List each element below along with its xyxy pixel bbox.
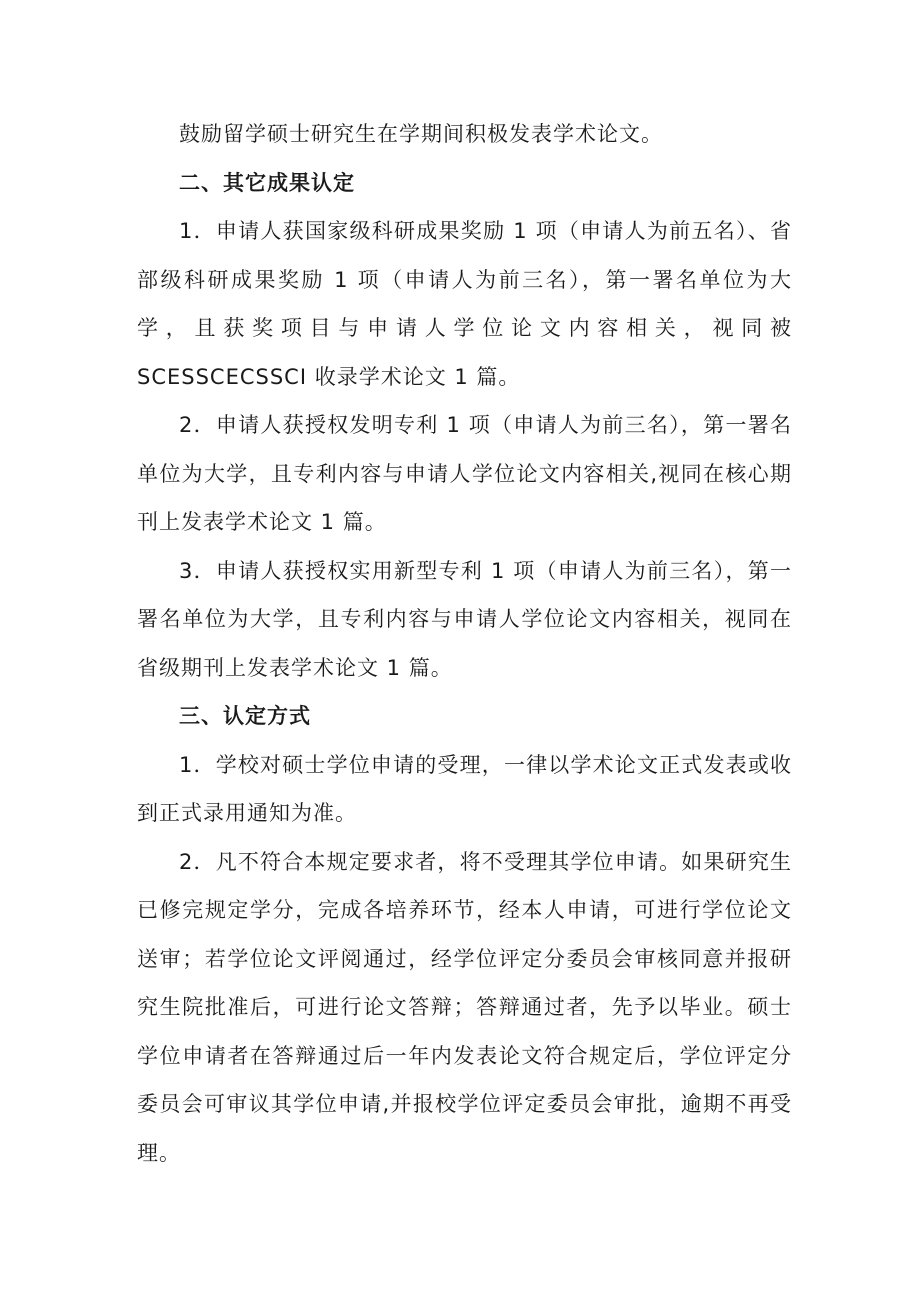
paragraph-intro: 鼓励留学硕士研究生在学期间积极发表学术论文。	[179, 122, 663, 146]
section-heading-recognition-method: 三、认定方式	[179, 704, 311, 728]
section-heading-other-achievements: 二、其它成果认定	[179, 170, 355, 195]
paragraph-utility-patent-item-3: 3．申请人获授权实用新型专利 1 项（申请人为前三名），第一署名单位为大学，且专利内容与申请人学位论文内容相关，视同在省级期刊上发表学术论文 1 篇。	[137, 558, 792, 680]
document-body	[137, 110, 792, 1177]
paragraph-patent-item-2: 2．申请人获授权发明专利 1 项（申请人为前三名），第一署名单位为大学，且专利内容与申请人学位论文内容相关,视同在核心期刊上发表学术论文 1 篇。	[137, 413, 792, 534]
paragraph-award-item-1: 1．申请人获国家级科研成果奖励 1 项（申请人为前五名）、省部级科研成果奖励 1 项（申请人为前三名），第一署名单位为大学，且获奖项目与申请人学位论文内容相关，视同被SCESSCECSSCI 收录学术论文 1 篇。	[137, 219, 792, 389]
paragraph-method-item-2: 2．凡不符合本规定要求者，将不受理其学位申请。如果研究生已修完规定学分，完成各培养环节，经本人申请，可进行学位论文送审；若学位论文评阅通过，经学位评定分委员会审核同意并报研究生院批准后，可进行论文答辩；答辩通过者，先予以毕业。硕士学位申请者在答辩通过后一年内发表论文符合规定后，学位评定分委员会可审议其学位申请,并报校学位评定委员会审批，逾期不再受理。	[137, 849, 792, 1165]
paragraph-method-item-1: 1．学校对硕士学位申请的受理，一律以学术论文正式发表或收到正式录用通知为准。	[137, 752, 792, 825]
